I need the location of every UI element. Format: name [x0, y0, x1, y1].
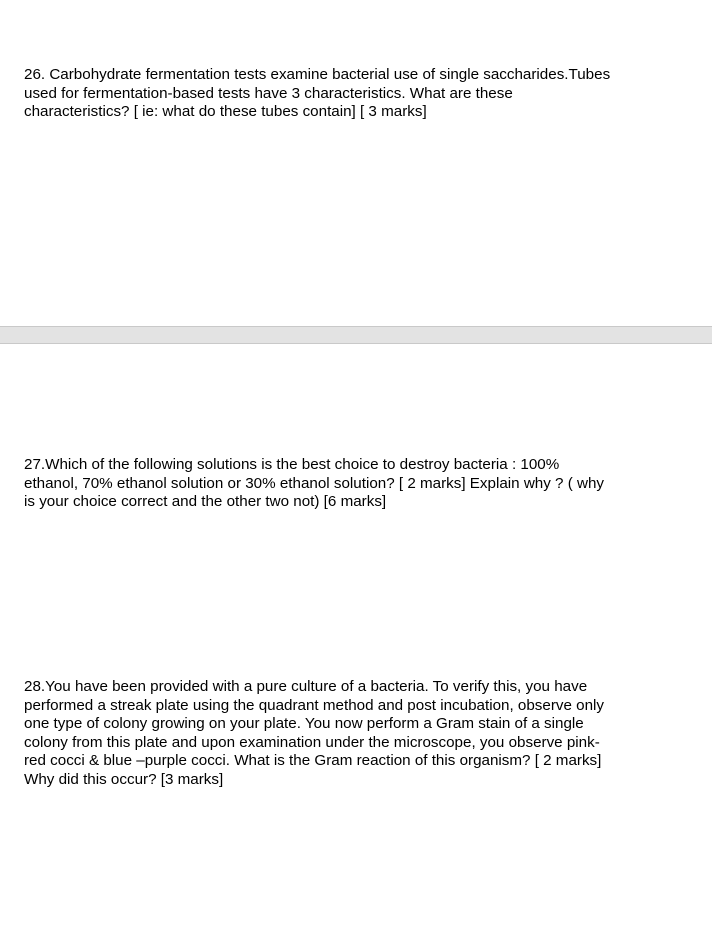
question-26: 26. Carbohydrate fermentation tests examine bacterial use of single saccharides.Tubes used for fermentation-based tests have 3 characteristics. What are these characteristics? [ ie: what do these tubes contain] [ 3 marks] [24, 66, 611, 120]
question-27: 27.Which of the following solutions is the best choice to destroy bacteria : 100% ethanol, 70% ethanol solution or 30% ethanol solution? [ 2 marks] Explain why ? ( why is your choice correct and the other two not) [6 marks] [24, 456, 604, 510]
document-page-2 [0, 344, 712, 932]
question-28: 28.You have been provided with a pure culture of a bacteria. To verify this, you have performed a streak plate using the quadrant method and post incubation, observe only one type of colony growing on your plate. You now perform a Gram stain of a single colony from this plate and upon examination under the microscope, you observe pink- red cocci & blue –purple cocci. What is the Gram reaction of this organism? [ 2 marks] Why did this occur? [3 marks] [24, 678, 605, 788]
page-separator [0, 326, 712, 344]
document-page-1 [0, 0, 712, 326]
